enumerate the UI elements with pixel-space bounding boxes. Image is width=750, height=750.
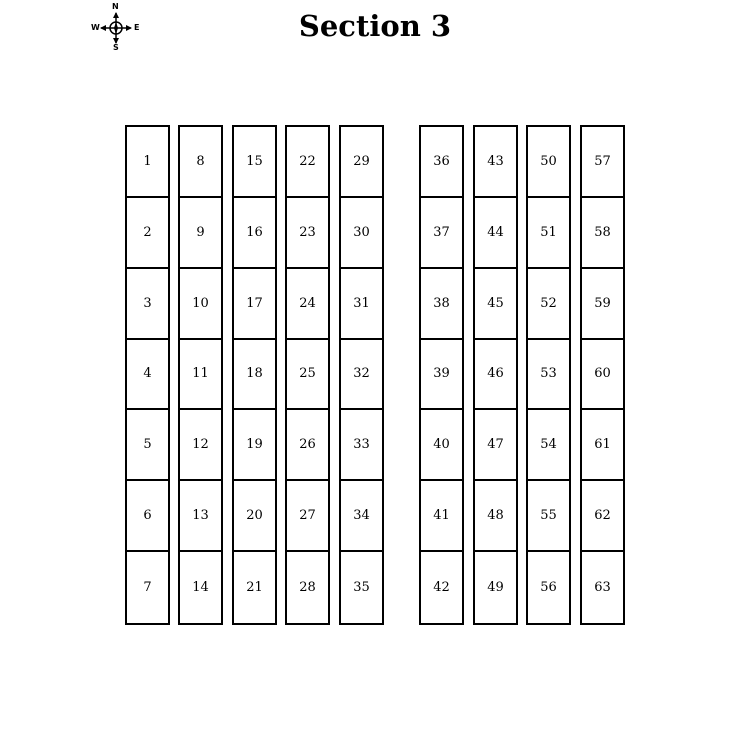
plot-cell[interactable]: 33 bbox=[341, 410, 382, 481]
plot-column bbox=[125, 125, 170, 625]
plot-cell[interactable]: 46 bbox=[475, 340, 516, 411]
plot-cell[interactable]: 21 bbox=[246, 580, 263, 596]
plot-cell[interactable]: 13 bbox=[180, 481, 221, 552]
plot-cell[interactable]: 25 bbox=[287, 340, 328, 411]
plot-cell[interactable]: 36 bbox=[421, 127, 462, 198]
plot-cell[interactable]: 47 bbox=[475, 410, 516, 481]
plot-cell[interactable]: 16 bbox=[234, 198, 275, 269]
page-title: Section 3 bbox=[298, 9, 452, 43]
plot-cell[interactable]: 50 bbox=[528, 127, 569, 198]
plot-cell[interactable]: 59 bbox=[582, 269, 623, 340]
plot-column bbox=[526, 125, 571, 625]
plot-cell[interactable]: 1 bbox=[127, 127, 168, 198]
plot-cell[interactable]: 45 bbox=[475, 269, 516, 340]
plot-cell[interactable]: 43 bbox=[475, 127, 516, 198]
plot-cell[interactable]: 52 bbox=[528, 269, 569, 340]
plot-cell[interactable]: 23 bbox=[287, 198, 328, 269]
plot-cell[interactable]: 18 bbox=[234, 340, 275, 411]
plot-cell[interactable]: 29 bbox=[341, 127, 382, 198]
compass-north-label: N bbox=[112, 2, 119, 11]
plot-column bbox=[580, 125, 625, 625]
plot-cell[interactable]: 22 bbox=[287, 127, 328, 198]
plot-cell[interactable]: 39 bbox=[421, 340, 462, 411]
plot-cell[interactable]: 30 bbox=[341, 198, 382, 269]
plot-cell[interactable]: 34 bbox=[341, 481, 382, 552]
plot-cell[interactable]: 3 bbox=[127, 269, 168, 340]
plot-cell[interactable]: 7 bbox=[143, 580, 152, 596]
compass-west-label: W bbox=[91, 23, 100, 32]
plot-cell[interactable]: 6 bbox=[127, 481, 168, 552]
plot-cell[interactable]: 41 bbox=[421, 481, 462, 552]
plot-cell[interactable]: 19 bbox=[234, 410, 275, 481]
plot-column bbox=[339, 125, 384, 625]
plot-cell[interactable]: 49 bbox=[487, 580, 504, 596]
plot-cell[interactable]: 32 bbox=[341, 340, 382, 411]
plot-cell[interactable]: 58 bbox=[582, 198, 623, 269]
plot-cell[interactable]: 28 bbox=[299, 580, 316, 596]
plot-cell[interactable]: 8 bbox=[180, 127, 221, 198]
plot-cell[interactable]: 20 bbox=[234, 481, 275, 552]
compass-south-label: S bbox=[113, 43, 119, 52]
plot-cell[interactable]: 42 bbox=[433, 580, 450, 596]
plot-cell[interactable]: 10 bbox=[180, 269, 221, 340]
plot-cell[interactable]: 17 bbox=[234, 269, 275, 340]
plot-cell[interactable]: 4 bbox=[127, 340, 168, 411]
plot-column bbox=[419, 125, 464, 625]
plot-cell[interactable]: 53 bbox=[528, 340, 569, 411]
plot-cell[interactable]: 5 bbox=[127, 410, 168, 481]
plot-cell[interactable]: 26 bbox=[287, 410, 328, 481]
plot-cell[interactable]: 57 bbox=[582, 127, 623, 198]
plot-cell[interactable]: 56 bbox=[540, 580, 557, 596]
plot-cell[interactable]: 15 bbox=[234, 127, 275, 198]
plot-cell[interactable]: 38 bbox=[421, 269, 462, 340]
compass-east-label: E bbox=[134, 23, 140, 32]
plot-cell[interactable]: 44 bbox=[475, 198, 516, 269]
plot-column bbox=[473, 125, 518, 625]
plot-cell[interactable]: 62 bbox=[582, 481, 623, 552]
plot-cell[interactable]: 63 bbox=[594, 580, 611, 596]
plot-cell[interactable]: 14 bbox=[192, 580, 209, 596]
plot-column bbox=[285, 125, 330, 625]
plot-cell[interactable]: 24 bbox=[287, 269, 328, 340]
plot-cell[interactable]: 54 bbox=[528, 410, 569, 481]
plot-cell[interactable]: 9 bbox=[180, 198, 221, 269]
plot-cell[interactable]: 27 bbox=[287, 481, 328, 552]
plot-column bbox=[178, 125, 223, 625]
plot-cell[interactable]: 55 bbox=[528, 481, 569, 552]
plot-cell[interactable]: 37 bbox=[421, 198, 462, 269]
plot-cell[interactable]: 11 bbox=[180, 340, 221, 411]
plot-cell[interactable]: 40 bbox=[421, 410, 462, 481]
plot-cell[interactable]: 2 bbox=[127, 198, 168, 269]
plot-cell[interactable]: 61 bbox=[582, 410, 623, 481]
plot-cell[interactable]: 12 bbox=[180, 410, 221, 481]
plot-cell[interactable]: 48 bbox=[475, 481, 516, 552]
plot-cell[interactable]: 51 bbox=[528, 198, 569, 269]
plot-column bbox=[232, 125, 277, 625]
plot-cell[interactable]: 31 bbox=[341, 269, 382, 340]
plot-cell[interactable]: 60 bbox=[582, 340, 623, 411]
plot-cell[interactable]: 35 bbox=[353, 580, 370, 596]
